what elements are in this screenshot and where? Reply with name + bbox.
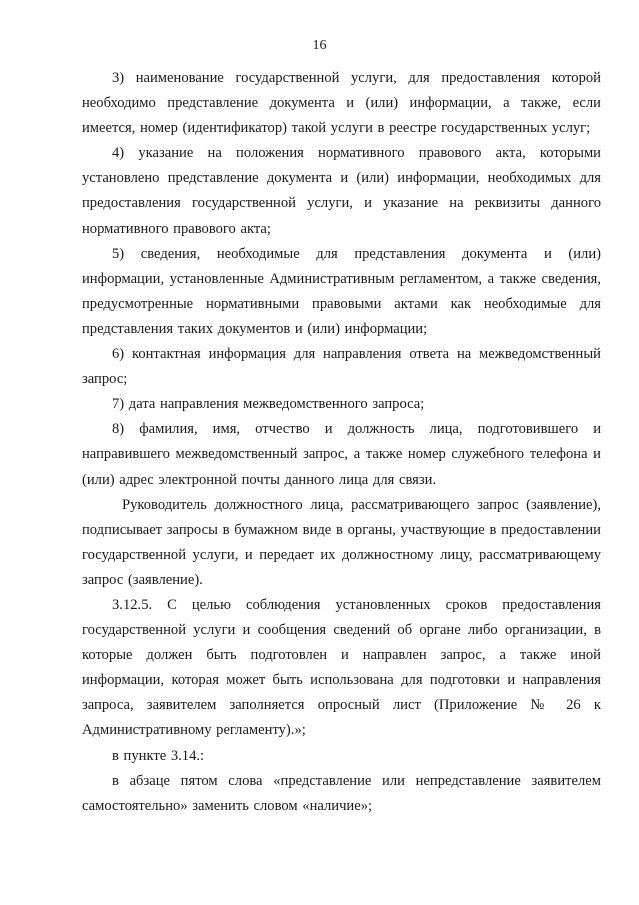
paragraph-item-4: 4) указание на положения нормативного правового акта, которыми установлено представление документа и (или) информации, необходимых для предоставления государственной услуги, и указание на реквизиты данного нормативного правового акта; <box>82 145 601 237</box>
paragraph-item-8: 8) фамилия, имя, отчество и должность лица, подготовившего и направившего межведомственный запрос, а также номер служебного телефона и (или) адрес электронной почты данного лица для связи. <box>82 421 601 488</box>
paragraph-item-3: 3) наименование государственной услуги, для предоставления которой необходимо представление документа и (или) информации, а также, если имеется, номер (идентификатор) такой услуги в реестре государственных услуг; <box>82 70 601 137</box>
paragraph-clause-3-12-5: 3.12.5. С целью соблюдения установленных сроков предоставления государственной услуги и сообщения сведений об органе либо организации, в которые должен быть подготовлен и направлен запрос, а также иной информации, которая может быть использована для подготовки и направления запроса, заявителем заполняется опросный лист (Приложение № 26 к Административному регламенту).»; <box>82 596 601 739</box>
paragraph-item-7: 7) дата направления межведомственного запроса; <box>112 396 425 413</box>
paragraph-clause-3-14: в пункте 3.14.: <box>112 747 205 764</box>
paragraph-amendment: в абзаце пятом слова «представление или непредставление заявителем самостоятельно» заменить словом «наличие»; <box>82 772 601 814</box>
document-body <box>82 66 601 819</box>
page-number: 16 <box>312 38 327 53</box>
paragraph-item-5: 5) сведения, необходимые для представления документа и (или) информации, установленные Административным регламентом, а также сведения, предусмотренные нормативными правовыми актами как необходимые для представления таких документов и (или) информации; <box>82 245 601 337</box>
paragraph-signing-requests: Руководитель должностного лица, рассматривающего запрос (заявление), подписывает запросы в бумажном виде в органы, участвующие в предоставлении государственной услуги, и передает их должностному лицу, рассматривающему запрос (заявление). <box>82 496 601 588</box>
paragraph-item-6: 6) контактная информация для направления ответа на межведомственный запрос; <box>82 346 601 388</box>
